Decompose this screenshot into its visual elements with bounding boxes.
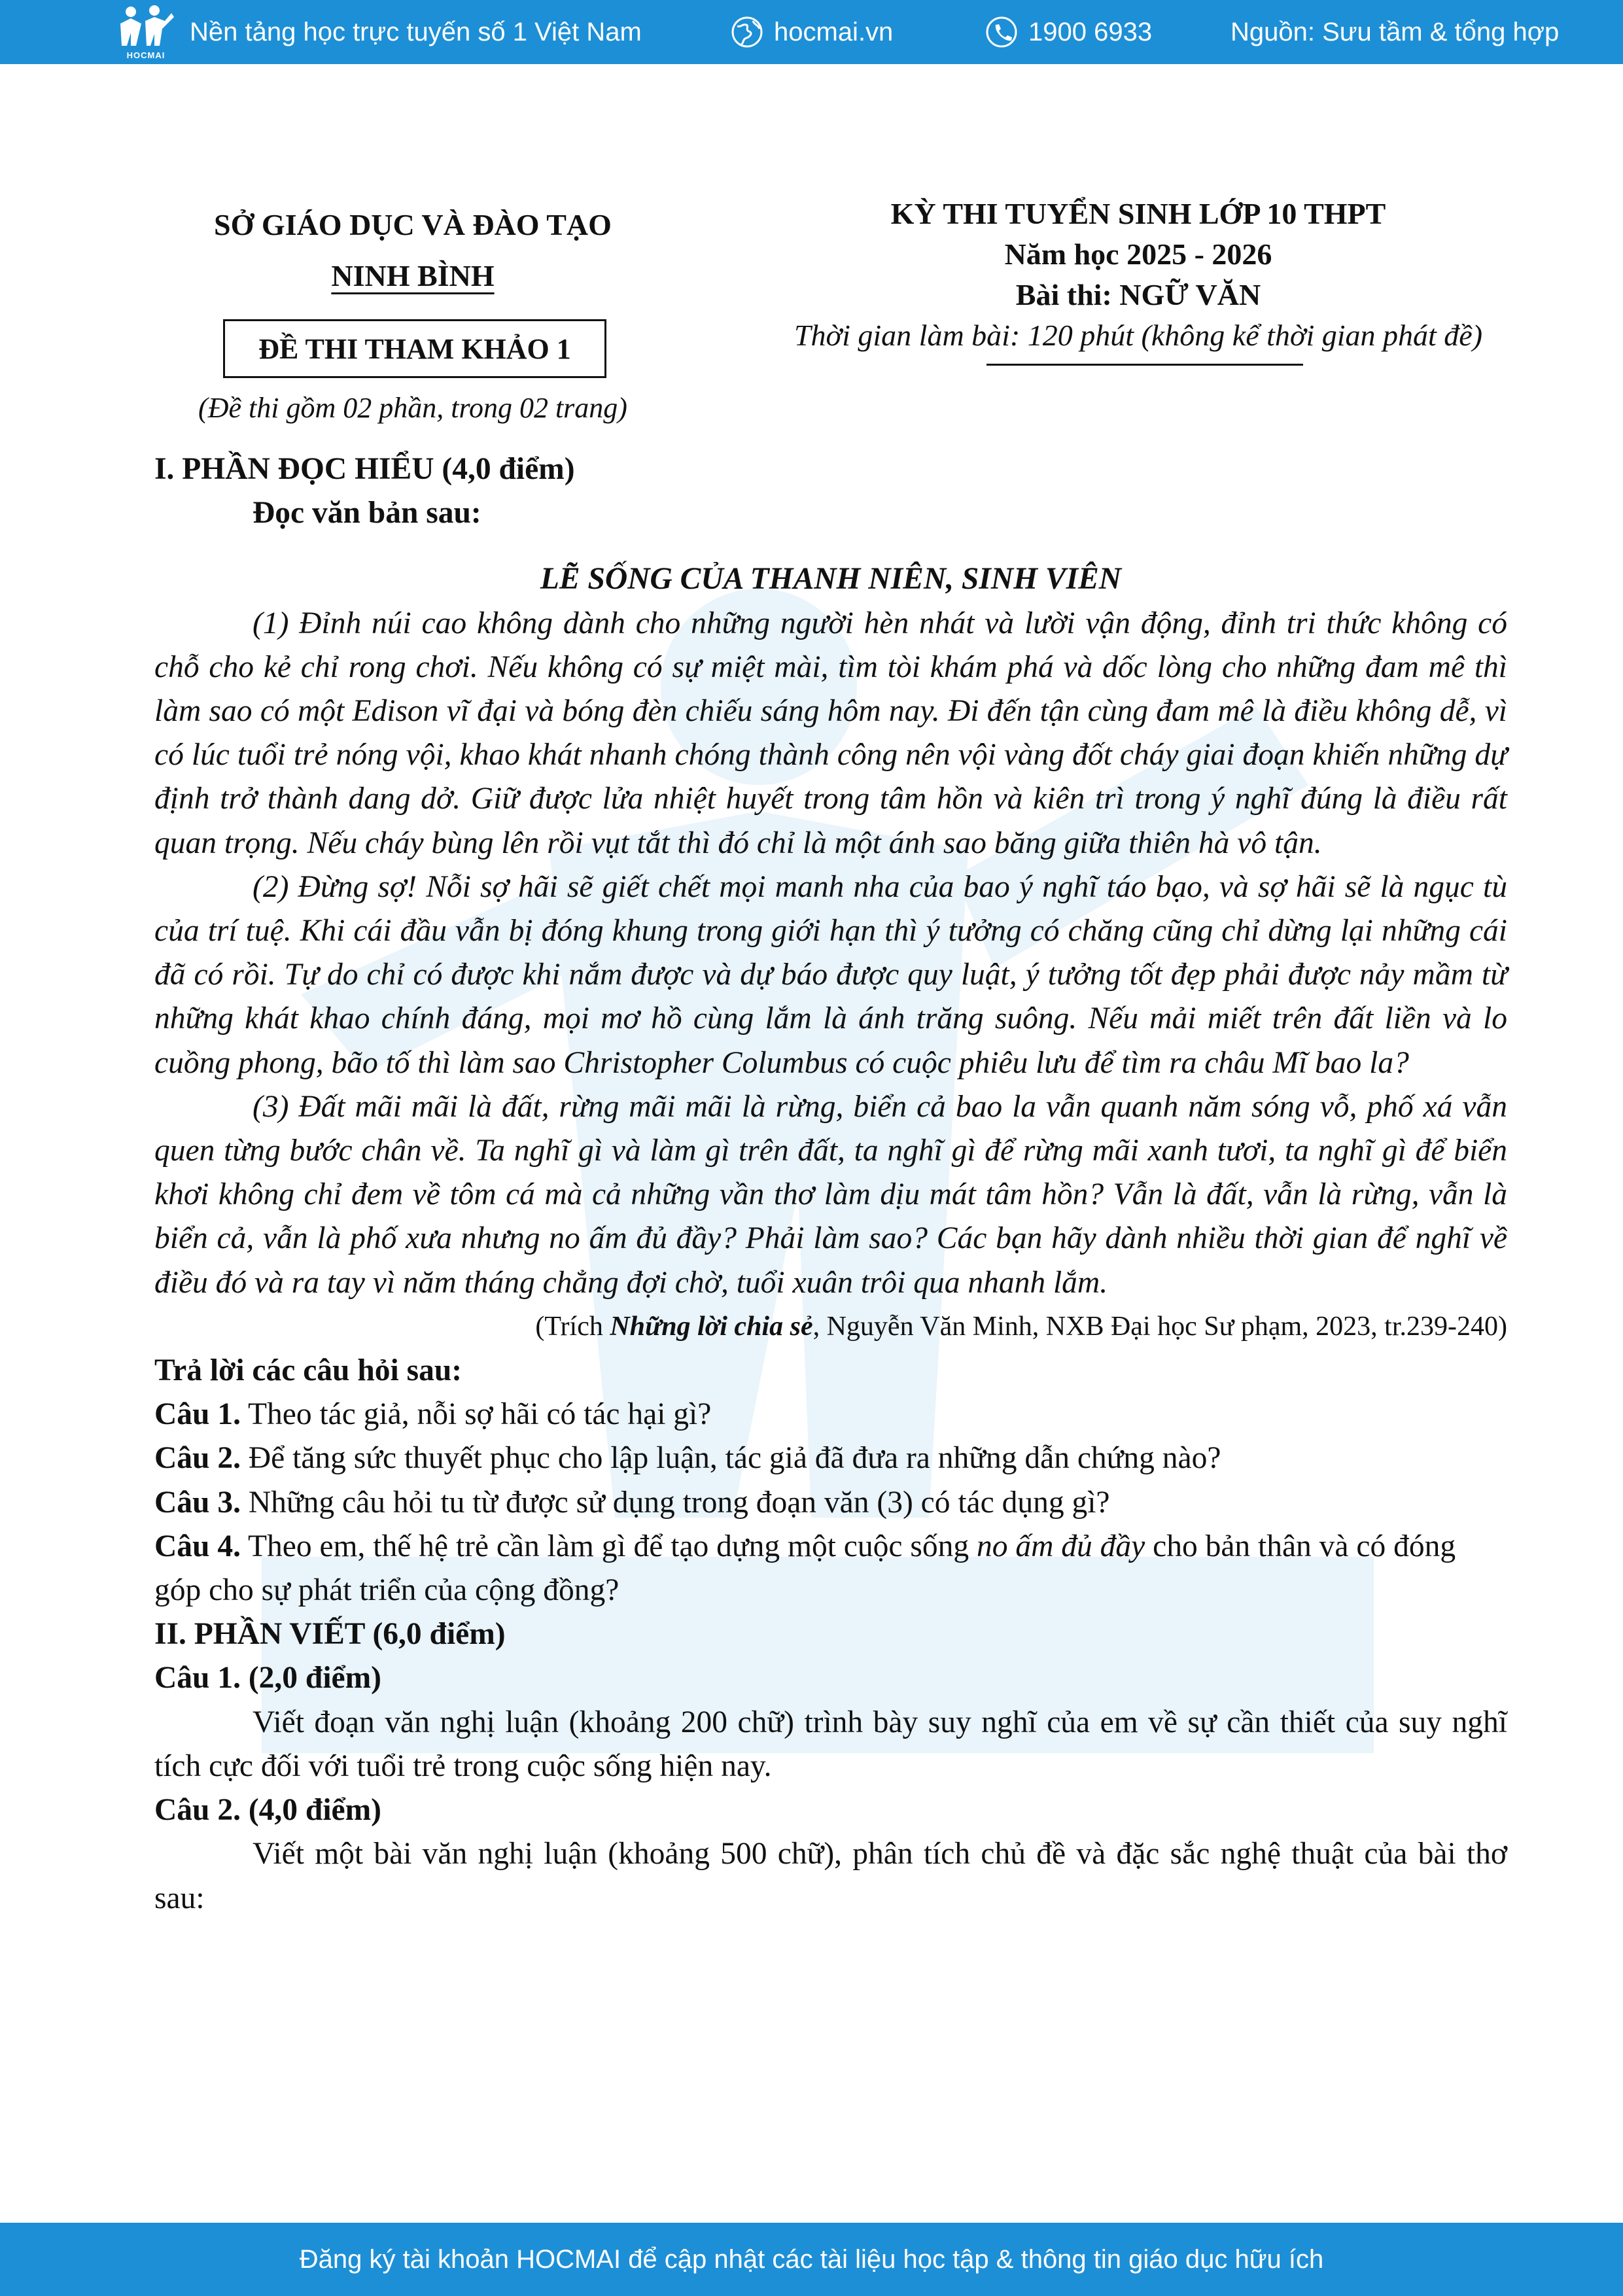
question-1-label: Câu 1. <box>154 1397 241 1432</box>
footer-banner[interactable] <box>0 2223 1623 2296</box>
question-4-emphasis: no ấm đủ đầy <box>976 1529 1145 1563</box>
question-2 <box>154 1436 1507 1480</box>
source-rest: , Nguyễn Văn Minh, NXB Đại học Sư phạm, 2023, tr.239-240) <box>812 1311 1507 1342</box>
reading-paragraph-1: (1) Đỉnh núi cao không dành cho những người hèn nhát và lười vận động, đỉnh tri thức không có chỗ cho kẻ chỉ rong chơi. Nếu không có sự miệt mài, tìm tòi khám phá và dốc lòng cho những đam mê thì làm sao có một Edison vĩ đại và bóng đèn chiếu sáng hôm nay. Đi đến tận cùng đam mê là điều không dễ, vì có lúc tuổi trẻ nóng vội, khao khát nhanh chóng thành công nên vội vàng đốt cháy giai đoạn khiến những dự định trở thành dang dở. Giữ được lửa nhiệt huyết trong tâm hồn và kiên trì trong ý nghĩ đúng là điều rất quan trọng. Nếu cháy bùng lên rồi vụt tắt thì đó chỉ là một ánh sao băng giữa thiên hà vô tận. <box>154 606 1507 860</box>
writing-q1-text: Viết đoạn văn nghị luận (khoảng 200 chữ) trình bày suy nghĩ của em về sự cần thiết của suy nghĩ tích cực đối với tuổi trẻ trong cuộc sống hiện nay. <box>154 1705 1507 1783</box>
exam-name: KỲ THI TUYỂN SINH LỚP 10 THPT <box>890 197 1386 230</box>
part2-heading: II. PHẦN VIẾT (6,0 điểm) <box>154 1617 506 1652</box>
reading-source <box>154 1305 1507 1349</box>
website-text: hocmai.vn <box>774 17 894 46</box>
reading-paragraph-3: (3) Đất mãi mãi là đất, rừng mãi mãi là rừng, biển cả bao la vẫn quanh năm sóng vỗ, phố xá vẫn quen từng bước chân về. Ta nghĩ gì và làm gì trên đất, ta nghĩ gì để rừng mãi xanh tươi, ta nghĩ gì để biển khơi không chỉ đem về tôm cá mà cả những vần thơ làm dịu mát tâm hồn? Vẫn là đất, vẫn là rừng, vẫn là biển cả, vẫn là phố xưa nhưng no ấm đủ đầy? Phải làm sao? Các bạn hãy dành nhiều thời gian để nghĩ về điều đó và ra tay vì năm tháng chẳng đợi chờ, tuổi xuân trôi qua nhanh lắm. <box>154 1089 1507 1300</box>
top-banner <box>0 0 1623 64</box>
phone-icon <box>985 16 1018 48</box>
source-book: Những lời chia sẻ <box>610 1311 813 1342</box>
exam-time: Thời gian làm bài: 120 phút (không kể thời gian phát đề) <box>794 319 1483 352</box>
hocmai-logo[interactable] <box>116 4 175 60</box>
logo-label: HOCMAI <box>126 50 166 60</box>
province-name: NINH BÌNH <box>331 259 495 292</box>
hotline-link[interactable] <box>985 0 1152 64</box>
question-4 <box>154 1525 1507 1612</box>
hotline-text: 1900 6933 <box>1028 17 1153 46</box>
question-2-label: Câu 2. <box>154 1441 241 1476</box>
question-3 <box>154 1481 1507 1525</box>
reading-title: LẼ SỐNG CỦA THANH NIÊN, SINH VIÊN <box>540 562 1122 597</box>
writing-q2-heading: Câu 2. (4,0 điểm) <box>154 1793 381 1828</box>
writing-q1-heading: Câu 1. (2,0 điểm) <box>154 1661 381 1696</box>
department-block <box>154 200 671 302</box>
part1-heading: I. PHẦN ĐỌC HIỂU (4,0 điểm) <box>154 452 575 486</box>
exam-label-box <box>223 319 606 378</box>
question-4-label: Câu 4. <box>154 1529 241 1563</box>
reading-paragraph-2: (2) Đừng sợ! Nỗi sợ hãi sẽ giết chết mọi manh nha của bao ý nghĩ táo bạo, và sợ hãi sẽ là ngục tù của trí tuệ. Khi cái đầu vẫn bị đóng khung trong giới hạn thì ý tưởng có chăng cũng chỉ dừng lại những cái đã có rồi. Tự do chỉ có được khi nắm được và dự báo được quy luật, ý tưởng tốt đẹp phải được nảy mầm từ những khát khao chính đáng, mọi mơ hồ cùng lắm là ánh trăng suông. Nếu mải miết trên đất liền và lo cuồng phong, bão tố thì làm sao Christopher Columbus có cuộc phiêu lưu để tìm ra châu Mĩ bao la? <box>154 869 1507 1080</box>
header-divider <box>986 364 1303 366</box>
source-text: Nguồn: Sưu tầm & tổng hợp <box>1230 17 1560 46</box>
exam-note: (Đề thi gồm 02 phần, trong 02 trang) <box>198 392 627 424</box>
writing-q2-text: Viết một bài văn nghị luận (khoảng 500 chữ), phân tích chủ đề và đặc sắc nghệ thuật của bài thơ sau: <box>154 1837 1507 1915</box>
question-3-label: Câu 3. <box>154 1485 241 1520</box>
website-link[interactable] <box>731 0 893 64</box>
footer-text: Đăng ký tài khoản HOCMAI để cập nhật các tài liệu học tập & thông tin giáo dục hữu ích <box>299 2244 1324 2274</box>
question-3-text: Những câu hỏi tu từ được sử dụng trong đoạn văn (3) có tác dụng gì? <box>240 1485 1110 1520</box>
part1-instruction: Đọc văn bản sau: <box>253 496 481 531</box>
question-2-text: Để tăng sức thuyết phục cho lập luận, tác giả đã đưa ra những dẫn chứng nào? <box>240 1441 1221 1476</box>
slogan: Nền tảng học trực tuyến số 1 Việt Nam <box>190 17 642 46</box>
exam-info-block <box>739 194 1537 356</box>
exam-content <box>154 447 1507 1921</box>
exam-label: ĐỀ THI THAM KHẢO 1 <box>258 332 571 365</box>
source-prefix: (Trích <box>535 1311 610 1342</box>
questions-heading: Trả lời các câu hỏi sau: <box>154 1353 462 1388</box>
question-1 <box>154 1393 1507 1436</box>
globe-icon <box>731 16 763 48</box>
question-4-text-a: Theo em, thế hệ trẻ cần làm gì để tạo dựng một cuộc sống <box>240 1529 977 1563</box>
question-1-text: Theo tác giả, nỗi sợ hãi có tác hại gì? <box>240 1397 712 1432</box>
school-year: Năm học 2025 - 2026 <box>1004 237 1272 271</box>
department-name: SỞ GIÁO DỤC VÀ ĐÀO TẠO <box>214 208 612 241</box>
subject: Bài thi: NGỮ VĂN <box>1015 278 1261 311</box>
question-4-text-b: cho bản thân và có đóng góp cho sự phát triển của cộng đồng? <box>154 1529 1456 1608</box>
